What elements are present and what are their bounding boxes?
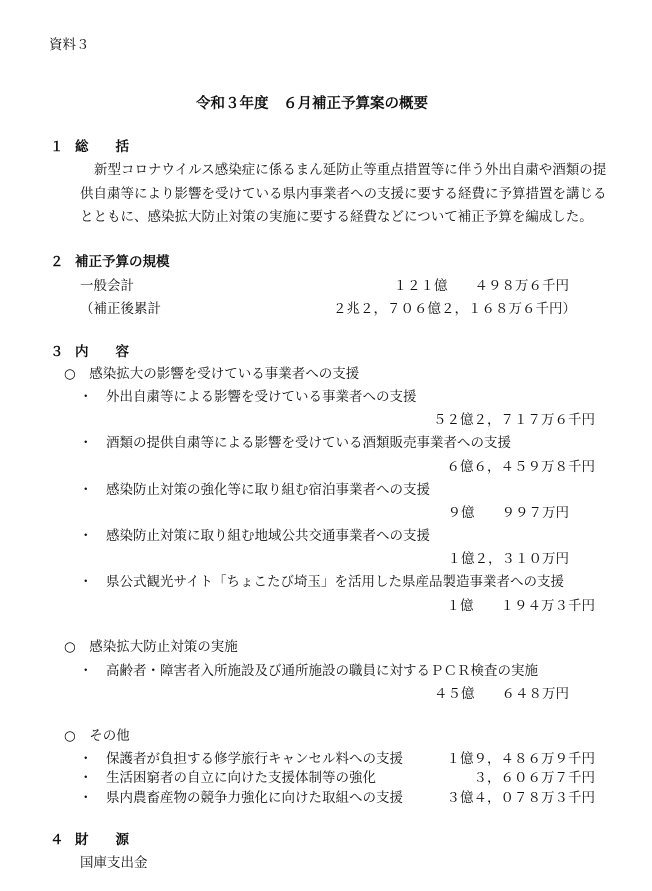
group-1-title: ○ 感染拡大の影響を受けている事業者への支援 — [64, 366, 360, 382]
list-item: ・ 生活困窮者の自立に向けた支援体制等の強化 — [79, 770, 376, 786]
list-item-amount: ９億 ９９７万円 — [447, 505, 569, 521]
section-4-heading: 財 源 — [75, 832, 129, 848]
list-item: ・ 外出自粛等による影響を受けている事業者への支援 — [79, 389, 417, 405]
group-2-title: ○ 感染拡大防止対策の実施 — [64, 639, 238, 655]
list-item-amount: ４５億 ６４８万円 — [434, 686, 569, 702]
list-item: ・ 高齢者・障害者入所施設及び通所施設の職員に対するＰＣＲ検査の実施 — [79, 663, 538, 679]
list-item-amount: ３億４，０７８万３千円 — [446, 790, 595, 806]
section-4-number: ４ — [50, 832, 64, 848]
cumulative-total-label: （補正後累計 — [80, 301, 161, 317]
page-title: 令和３年度 ６月補正予算案の概要 — [196, 96, 428, 112]
cumulative-total-amount: ２兆２，７０６億２，１６８万６千円） — [333, 301, 576, 317]
section-2-number: ２ — [50, 254, 64, 270]
list-item: ・ 県公式観光サイト「ちょこたび埼玉」を活用した県産品製造事業者への支援 — [79, 574, 565, 590]
document-reference-label: 資料３ — [49, 37, 90, 53]
section-1-number: １ — [50, 139, 64, 155]
list-item-amount: ６億６，４５９万８千円 — [446, 459, 595, 475]
list-item-amount: ５２億２，７１７万６千円 — [433, 412, 595, 428]
section-2-heading: 補正予算の規模 — [75, 254, 170, 270]
list-item: ・ 県内農畜産物の競争力強化に向けた取組への支援 — [79, 790, 403, 806]
list-item-amount: １億 １９４万３千円 — [446, 598, 595, 614]
summary-line-1: 新型コロナウイルス感染症に係るまん延防止等重点措置等に伴う外出自粛や酒類の提 — [94, 162, 607, 178]
list-item: ・ 酒類の提供自粛等による影響を受けている酒類販売事業者への支援 — [79, 435, 511, 451]
section-1-heading: 総 括 — [75, 139, 129, 155]
list-item-amount: １億９，４８６万９千円 — [446, 751, 595, 767]
list-item: ・ 感染防止対策に取り組む地域公共交通事業者への支援 — [79, 528, 430, 544]
general-account-amount: １２１億 ４９８万６千円 — [393, 278, 569, 294]
general-account-label: 一般会計 — [80, 278, 134, 294]
funding-source-line: 国庫支出金 — [80, 855, 148, 871]
summary-line-2: 供自粛等により影響を受けている県内事業者への支援に要する経費に予算措置を講じる — [80, 186, 607, 202]
list-item-amount: １億２，３１０万円 — [447, 551, 569, 567]
group-3-title: ○ その他 — [64, 728, 130, 744]
list-item: ・ 保護者が負担する修学旅行キャンセル料への支援 — [79, 751, 403, 767]
summary-line-3: とともに、感染拡大防止対策の実施に要する経費などについて補正予算を編成した。 — [80, 209, 593, 225]
section-3-heading: 内 容 — [75, 344, 129, 360]
list-item: ・ 感染防止対策の強化等に取り組む宿泊事業者への支援 — [79, 482, 430, 498]
list-item-amount: ３，６０６万７千円 — [473, 770, 595, 786]
section-3-number: ３ — [50, 344, 64, 360]
